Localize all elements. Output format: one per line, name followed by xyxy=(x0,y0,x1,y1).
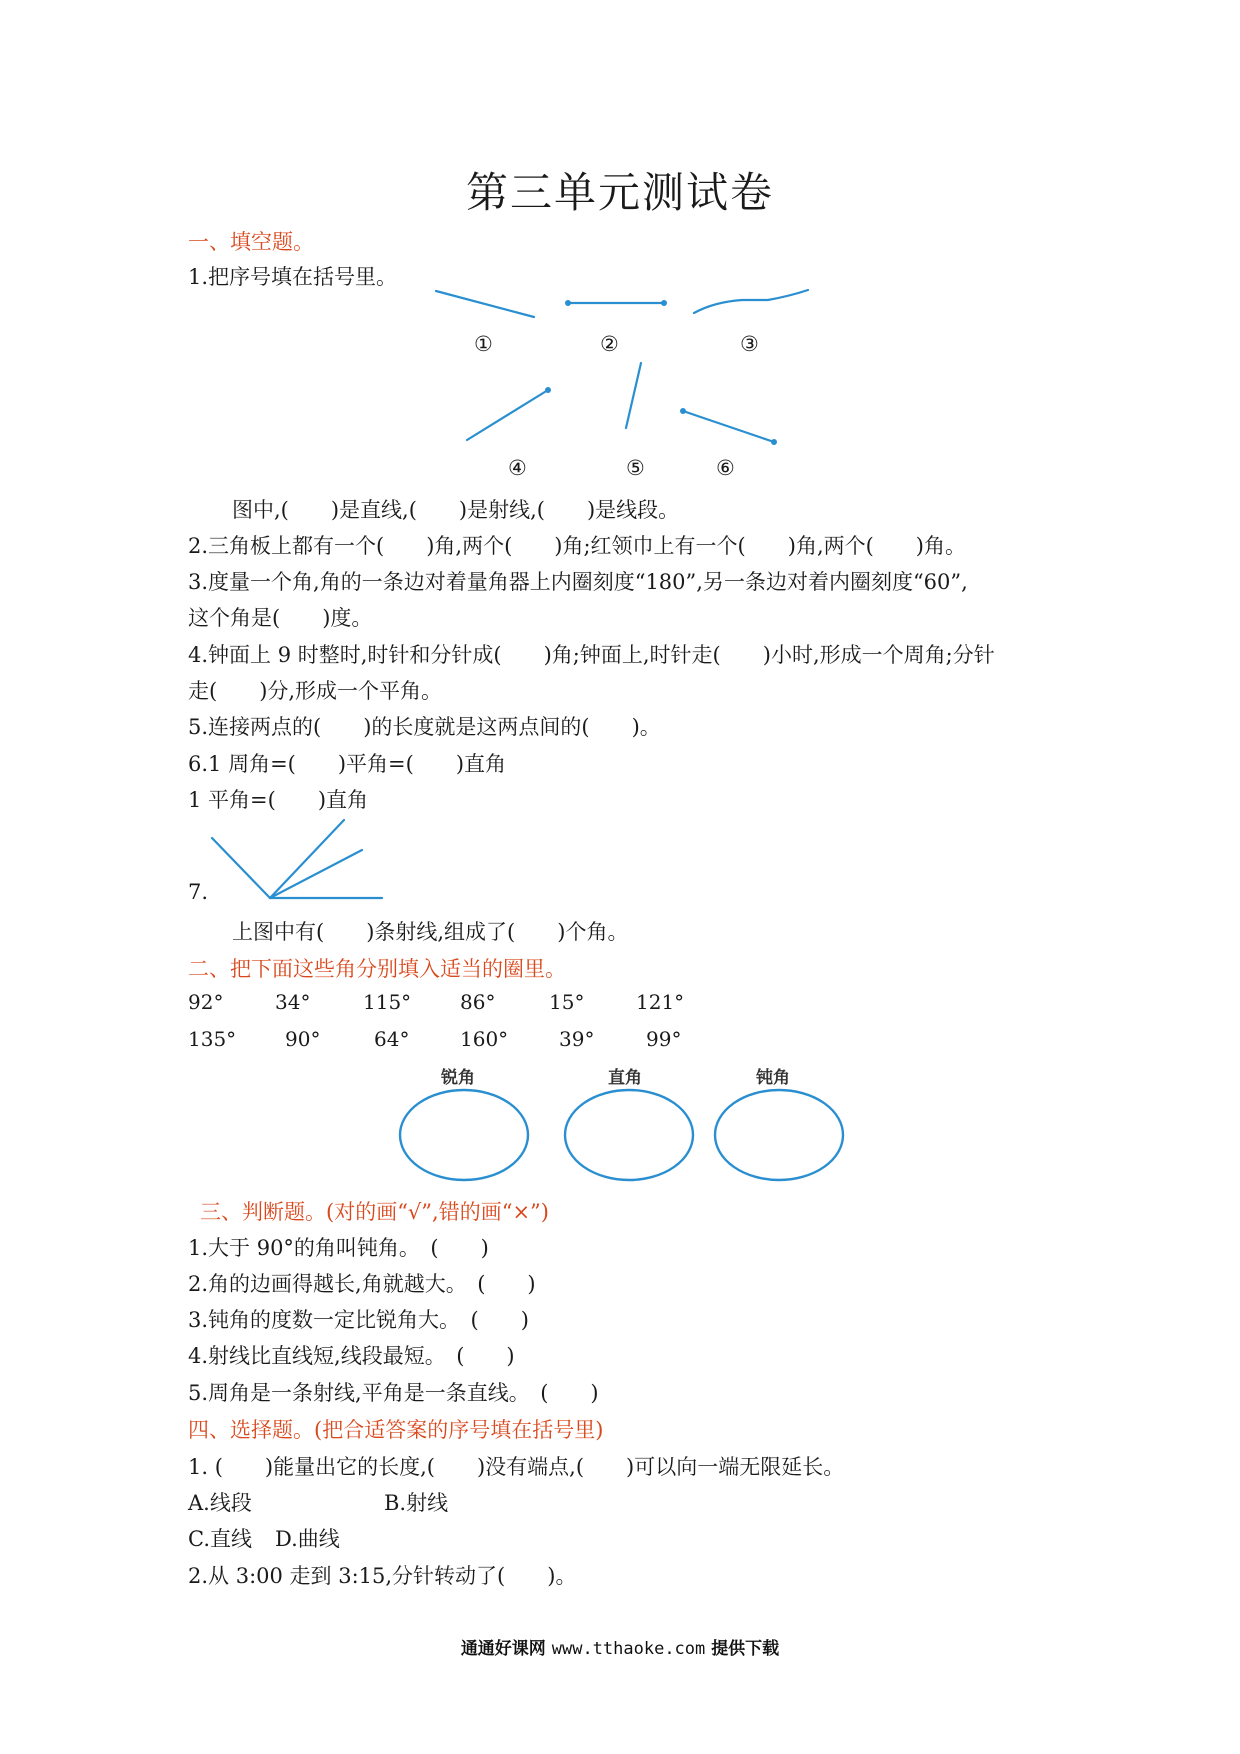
degree-value: 90° xyxy=(285,1027,321,1051)
figure-line-1 xyxy=(436,291,534,317)
degree-value: 34° xyxy=(275,990,311,1014)
figure-line-5 xyxy=(626,363,641,428)
degree-value: 160° xyxy=(460,1027,509,1051)
ray-middle xyxy=(270,850,362,898)
acute-angle-circle xyxy=(400,1090,528,1180)
obtuse-angle-circle xyxy=(715,1090,843,1180)
judge-item: 3.钝角的度数一定比锐角大。 ( ) xyxy=(188,1308,529,1332)
footer-url[interactable]: www.tthaoke.com xyxy=(551,1639,706,1659)
judge-item: 4.射线比直线短,线段最短。 ( ) xyxy=(188,1344,515,1368)
ray-4-endpoint xyxy=(545,387,551,393)
section-heading-fill: 一、填空题。 xyxy=(188,230,314,254)
obtuse-angle-label: 钝角 xyxy=(756,1068,790,1088)
section-heading-judge: 三、判断题。(对的画“√”,错的画“×”) xyxy=(200,1200,549,1224)
question-4-line-1: 4.钟面上 9 时整时,时针和分针成( )角;钟面上,时针走( )小时,形成一个周角;分针 xyxy=(188,643,995,667)
judge-item: 5.周角是一条射线,平角是一条直线。 ( ) xyxy=(188,1381,599,1405)
choice-option-b: B.射线 xyxy=(384,1491,449,1515)
question-7-number: 7. xyxy=(188,880,209,904)
judge-item: 1.大于 90°的角叫钝角。 ( ) xyxy=(188,1236,489,1260)
figure-label-6: ⑥ xyxy=(716,456,735,480)
choice-question-2: 2.从 3:00 走到 3:15,分针转动了( )。 xyxy=(188,1564,577,1588)
question-7-answer: 上图中有( )条射线,组成了( )个角。 xyxy=(232,920,629,944)
degree-value: 121° xyxy=(636,990,685,1014)
segment-2-endpoint xyxy=(661,300,667,306)
degree-value: 92° xyxy=(188,990,224,1014)
footer xyxy=(0,1634,1240,1659)
degree-value: 99° xyxy=(646,1027,682,1051)
degree-value: 15° xyxy=(549,990,585,1014)
judge-item: 2.角的边画得越长,角就越大。 ( ) xyxy=(188,1272,536,1296)
ray-upper-right xyxy=(270,820,344,898)
question-3-line-1: 3.度量一个角,角的一条边对着量角器上内圈刻度“180”,另一条边对着内圈刻度“60”, xyxy=(188,570,968,594)
figure-ray-4 xyxy=(467,390,548,440)
question-2: 2.三角板上都有一个( )角,两个( )角;红领巾上有一个( )角,两个( )角。 xyxy=(188,534,967,558)
question-4-line-2: 走( )分,形成一个平角。 xyxy=(188,679,443,703)
ray-upper-left xyxy=(212,838,270,898)
choice-option-d: D.曲线 xyxy=(275,1527,340,1551)
segment-6-endpoint xyxy=(680,408,686,414)
choice-option-a: A.线段 xyxy=(188,1491,252,1515)
figure-label-2: ② xyxy=(600,332,619,356)
choice-option-c: C.直线 xyxy=(188,1527,252,1551)
question-6-line-2: 1 平角=( )直角 xyxy=(188,788,369,812)
degree-value: 135° xyxy=(188,1027,237,1051)
right-angle-label: 直角 xyxy=(608,1068,642,1088)
figure-segment-6 xyxy=(683,411,774,442)
degree-value: 64° xyxy=(374,1027,410,1051)
footer-site-name: 通通好课网 xyxy=(460,1639,546,1659)
footer-suffix: 提供下载 xyxy=(711,1639,780,1659)
degree-value: 39° xyxy=(559,1027,595,1051)
acute-angle-label: 锐角 xyxy=(441,1068,475,1088)
segment-2-endpoint xyxy=(565,300,571,306)
degree-value: 115° xyxy=(363,990,412,1014)
figure-label-4: ④ xyxy=(508,456,527,480)
section-heading-classify: 二、把下面这些角分别填入适当的圈里。 xyxy=(188,957,566,981)
figure-label-1: ① xyxy=(474,332,493,356)
figure-curve-3 xyxy=(694,290,808,313)
choice-question-1: 1. ( )能量出它的长度,( )没有端点,( )可以向一端无限延长。 xyxy=(188,1455,845,1479)
question-3-line-2: 这个角是( )度。 xyxy=(188,606,373,630)
question-1-answer: 图中,( )是直线,( )是射线,( )是线段。 xyxy=(232,498,680,522)
page-title: 第三单元测试卷 xyxy=(465,168,774,217)
section-heading-choice: 四、选择题。(把合适答案的序号填在括号里) xyxy=(188,1418,604,1442)
right-angle-circle xyxy=(565,1090,693,1180)
figure-label-5: ⑤ xyxy=(626,456,645,480)
figure-label-3: ③ xyxy=(740,332,759,356)
question-5: 5.连接两点的( )的长度就是这两点间的( )。 xyxy=(188,715,661,739)
question-6-line-1: 6.1 周角=( )平角=( )直角 xyxy=(188,752,507,776)
segment-6-endpoint xyxy=(771,439,777,445)
question-1: 1.把序号填在括号里。 xyxy=(188,265,398,289)
degree-value: 86° xyxy=(460,990,496,1014)
